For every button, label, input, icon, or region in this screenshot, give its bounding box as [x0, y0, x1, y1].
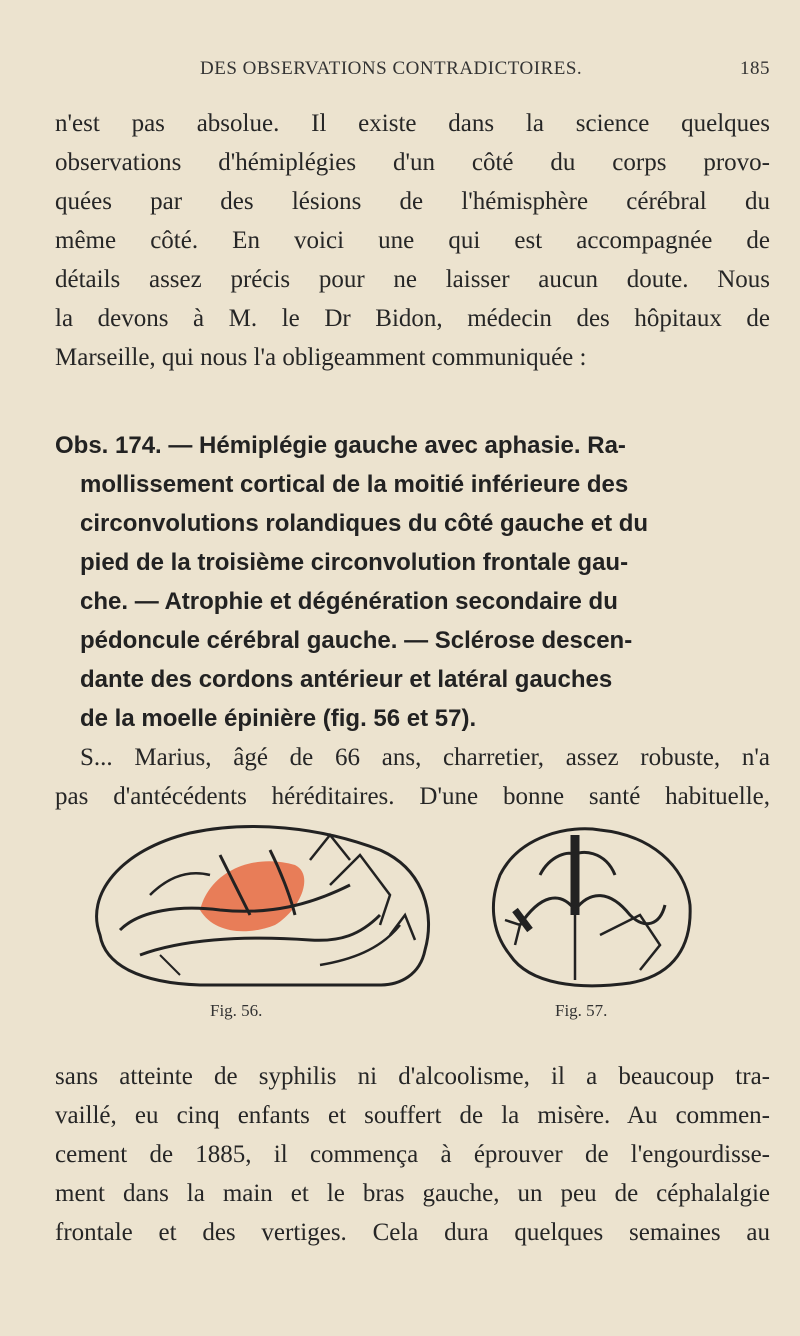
- text-line: Marseille, qui nous l'a obligeamment communiquée :: [55, 344, 587, 371]
- text-line: n'est pas absolue. Il existe dans la science quelques: [55, 110, 770, 137]
- observation-line: de la moelle épinière (fig. 56 et 57).: [80, 705, 477, 732]
- observation-line: Obs. 174. — Hémiplégie gauche avec aphasie. Ra-: [55, 432, 626, 459]
- case-paragraph: [55, 738, 770, 816]
- text-line: observations d'hémiplégies d'un côté du corps provo-: [55, 149, 770, 176]
- observation-line: dante des cordons antérieur et latéral gauches: [80, 666, 613, 693]
- continuation-paragraph: [55, 1057, 770, 1252]
- observation-line: mollissement cortical de la moitié inférieure des: [80, 471, 629, 498]
- text-line: ment dans la main et le bras gauche, un peu de céphalalgie: [55, 1180, 770, 1207]
- text-line: S... Marius, âgé de 66 ans, charretier, assez robuste, n'a: [80, 744, 770, 771]
- observation-line: pédoncule cérébral gauche. — Sclérose descen-: [80, 627, 633, 654]
- text-line: détails assez précis pour ne laisser aucun doute. Nous: [55, 266, 770, 293]
- text-line: quées par des lésions de l'hémisphère cérébral du: [55, 188, 770, 215]
- spinal-cord-figure: [480, 815, 700, 995]
- observation-line: che. — Atrophie et dégénération secondaire du: [80, 588, 618, 615]
- observation-line: pied de la troisième circonvolution frontale gau-: [80, 549, 629, 576]
- text-line: pas d'antécédents héréditaires. D'une bonne santé habituelle,: [55, 783, 770, 810]
- text-line: la devons à M. le Dr Bidon, médecin des hôpitaux de: [55, 305, 770, 332]
- figure-56-caption: Fig. 56.: [210, 1001, 263, 1020]
- observation-line: circonvolutions rolandiques du côté gauche et du: [80, 510, 649, 537]
- intro-paragraph: [55, 104, 770, 377]
- text-line: cement de 1885, il commença à éprouver de l'engourdisse-: [55, 1141, 770, 1168]
- figure-57-caption: Fig. 57.: [555, 1001, 608, 1020]
- text-line: sans atteinte de syphilis ni d'alcoolisme, il a beaucoup tra-: [55, 1063, 770, 1090]
- text-line: frontale et des vertiges. Cela dura quelques semaines au: [55, 1219, 770, 1246]
- page-number: 185: [740, 58, 770, 79]
- running-title: DES OBSERVATIONS CONTRADICTOIRES.: [200, 58, 583, 79]
- figures-block: [80, 815, 740, 1040]
- observation-heading: [55, 426, 770, 738]
- brain-lateral-figure: [80, 815, 440, 995]
- text-line: vaillé, eu cinq enfants et souffert de la misère. Au commen-: [55, 1102, 770, 1129]
- text-line: même côté. En voici une qui est accompagnée de: [55, 227, 770, 254]
